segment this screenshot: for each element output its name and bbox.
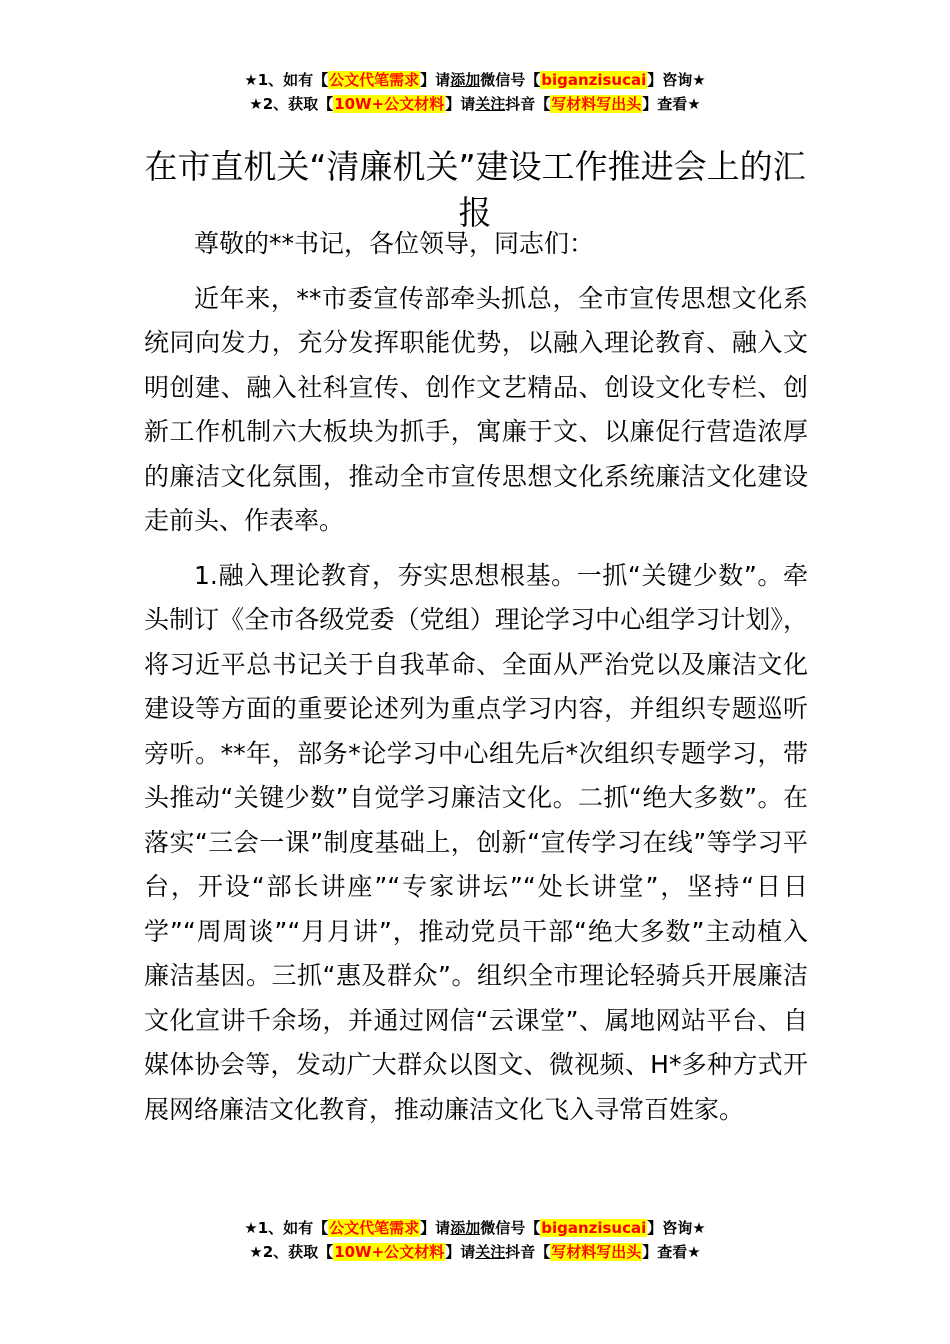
banner-underlined: 关注 <box>475 1243 506 1261</box>
banner-text: 微信号【 <box>480 1219 541 1237</box>
banner-text: 抖音【 <box>505 95 551 113</box>
banner-text: 抖音【 <box>505 1243 551 1261</box>
banner-line-2 <box>0 1240 950 1264</box>
footer-banner <box>0 1216 950 1264</box>
paragraph-theory-education: 1.融入理论教育，夯实思想根基。一抓“关键少数”。牵头制订《全市各级党委（党组）理论学习中心组学习计划》，将习近平总书记关于自我革命、全面从严治党以及廉洁文化建设等方面的重要论述列为重点学习内容，并组织专题巡听旁听。**年，部务*论学习中心组先后*次组织专题学习，带头推动“关键少数”自觉学习廉洁文化。二抓“绝大多数”。在落实“三会一课”制度基础上，创新“宣传学习在线”等学习平台，开设“部长讲座”“专家讲坛”“处长讲堂”，坚持“日日学”“周周谈”“月月讲”，推动党员干部“绝大多数”主动植入廉洁基因。三抓“惠及群众”。组织全市理论轻骑兵开展廉洁文化宣讲千余场，并通过网信“云课堂”、属地网站平台、自媒体协会等，发动广大群众以图文、微视频、H*多种方式开展网络廉洁文化教育，推动廉洁文化飞入寻常百姓家。 <box>144 560 808 1124</box>
banner-line-1 <box>0 1216 950 1240</box>
document-title: 在市直机关“清廉机关”建设工作推进会上的汇报 <box>144 147 806 233</box>
banner-underlined: 添加 <box>450 1219 481 1237</box>
banner-highlight: 10W+公文材料 <box>334 1243 445 1261</box>
banner-text: ★1、如有【 <box>244 71 329 89</box>
banner-text: ★1、如有【 <box>244 1219 329 1237</box>
document-body <box>144 222 808 1132</box>
banner-highlight: 写材料写出头 <box>551 1243 642 1261</box>
banner-text: 微信号【 <box>480 71 541 89</box>
banner-highlight: 写材料写出头 <box>551 95 642 113</box>
banner-text: 】咨询★ <box>647 71 706 89</box>
banner-underlined: 添加 <box>450 71 481 89</box>
banner-text: 】请 <box>420 1219 451 1237</box>
banner-text: 】查看★ <box>642 95 701 113</box>
banner-text: ★2、获取【 <box>249 95 334 113</box>
banner-text: 】请 <box>420 71 451 89</box>
banner-highlight: 公文代笔需求 <box>329 71 420 89</box>
banner-line-2 <box>0 92 950 116</box>
banner-text: 】查看★ <box>642 1243 701 1261</box>
banner-text: ★2、获取【 <box>249 1243 334 1261</box>
header-banner <box>0 68 950 116</box>
banner-line-1 <box>0 68 950 92</box>
banner-text: 】咨询★ <box>647 1219 706 1237</box>
paragraph-intro: 近年来，**市委宣传部牵头抓总，全市宣传思想文化系统同向发力，充分发挥职能优势，以融入理论教育、融入文明创建、融入社科宣传、创作文艺精品、创设文化专栏、创新工作机制六大板块为抓手，寓廉于文、以廉促行营造浓厚的廉洁文化氛围，推动全市宣传思想文化系统廉洁文化建设走前头、作表率。 <box>144 283 808 535</box>
banner-underlined: 关注 <box>475 95 506 113</box>
greeting: 尊敬的**书记，各位领导，同志们： <box>194 229 595 258</box>
banner-highlight: biganzisucai <box>541 71 647 89</box>
banner-highlight: 10W+公文材料 <box>334 95 445 113</box>
banner-highlight: 公文代笔需求 <box>329 1219 420 1237</box>
banner-text: 】请 <box>445 1243 476 1261</box>
banner-highlight: biganzisucai <box>541 1219 647 1237</box>
banner-text: 】请 <box>445 95 476 113</box>
